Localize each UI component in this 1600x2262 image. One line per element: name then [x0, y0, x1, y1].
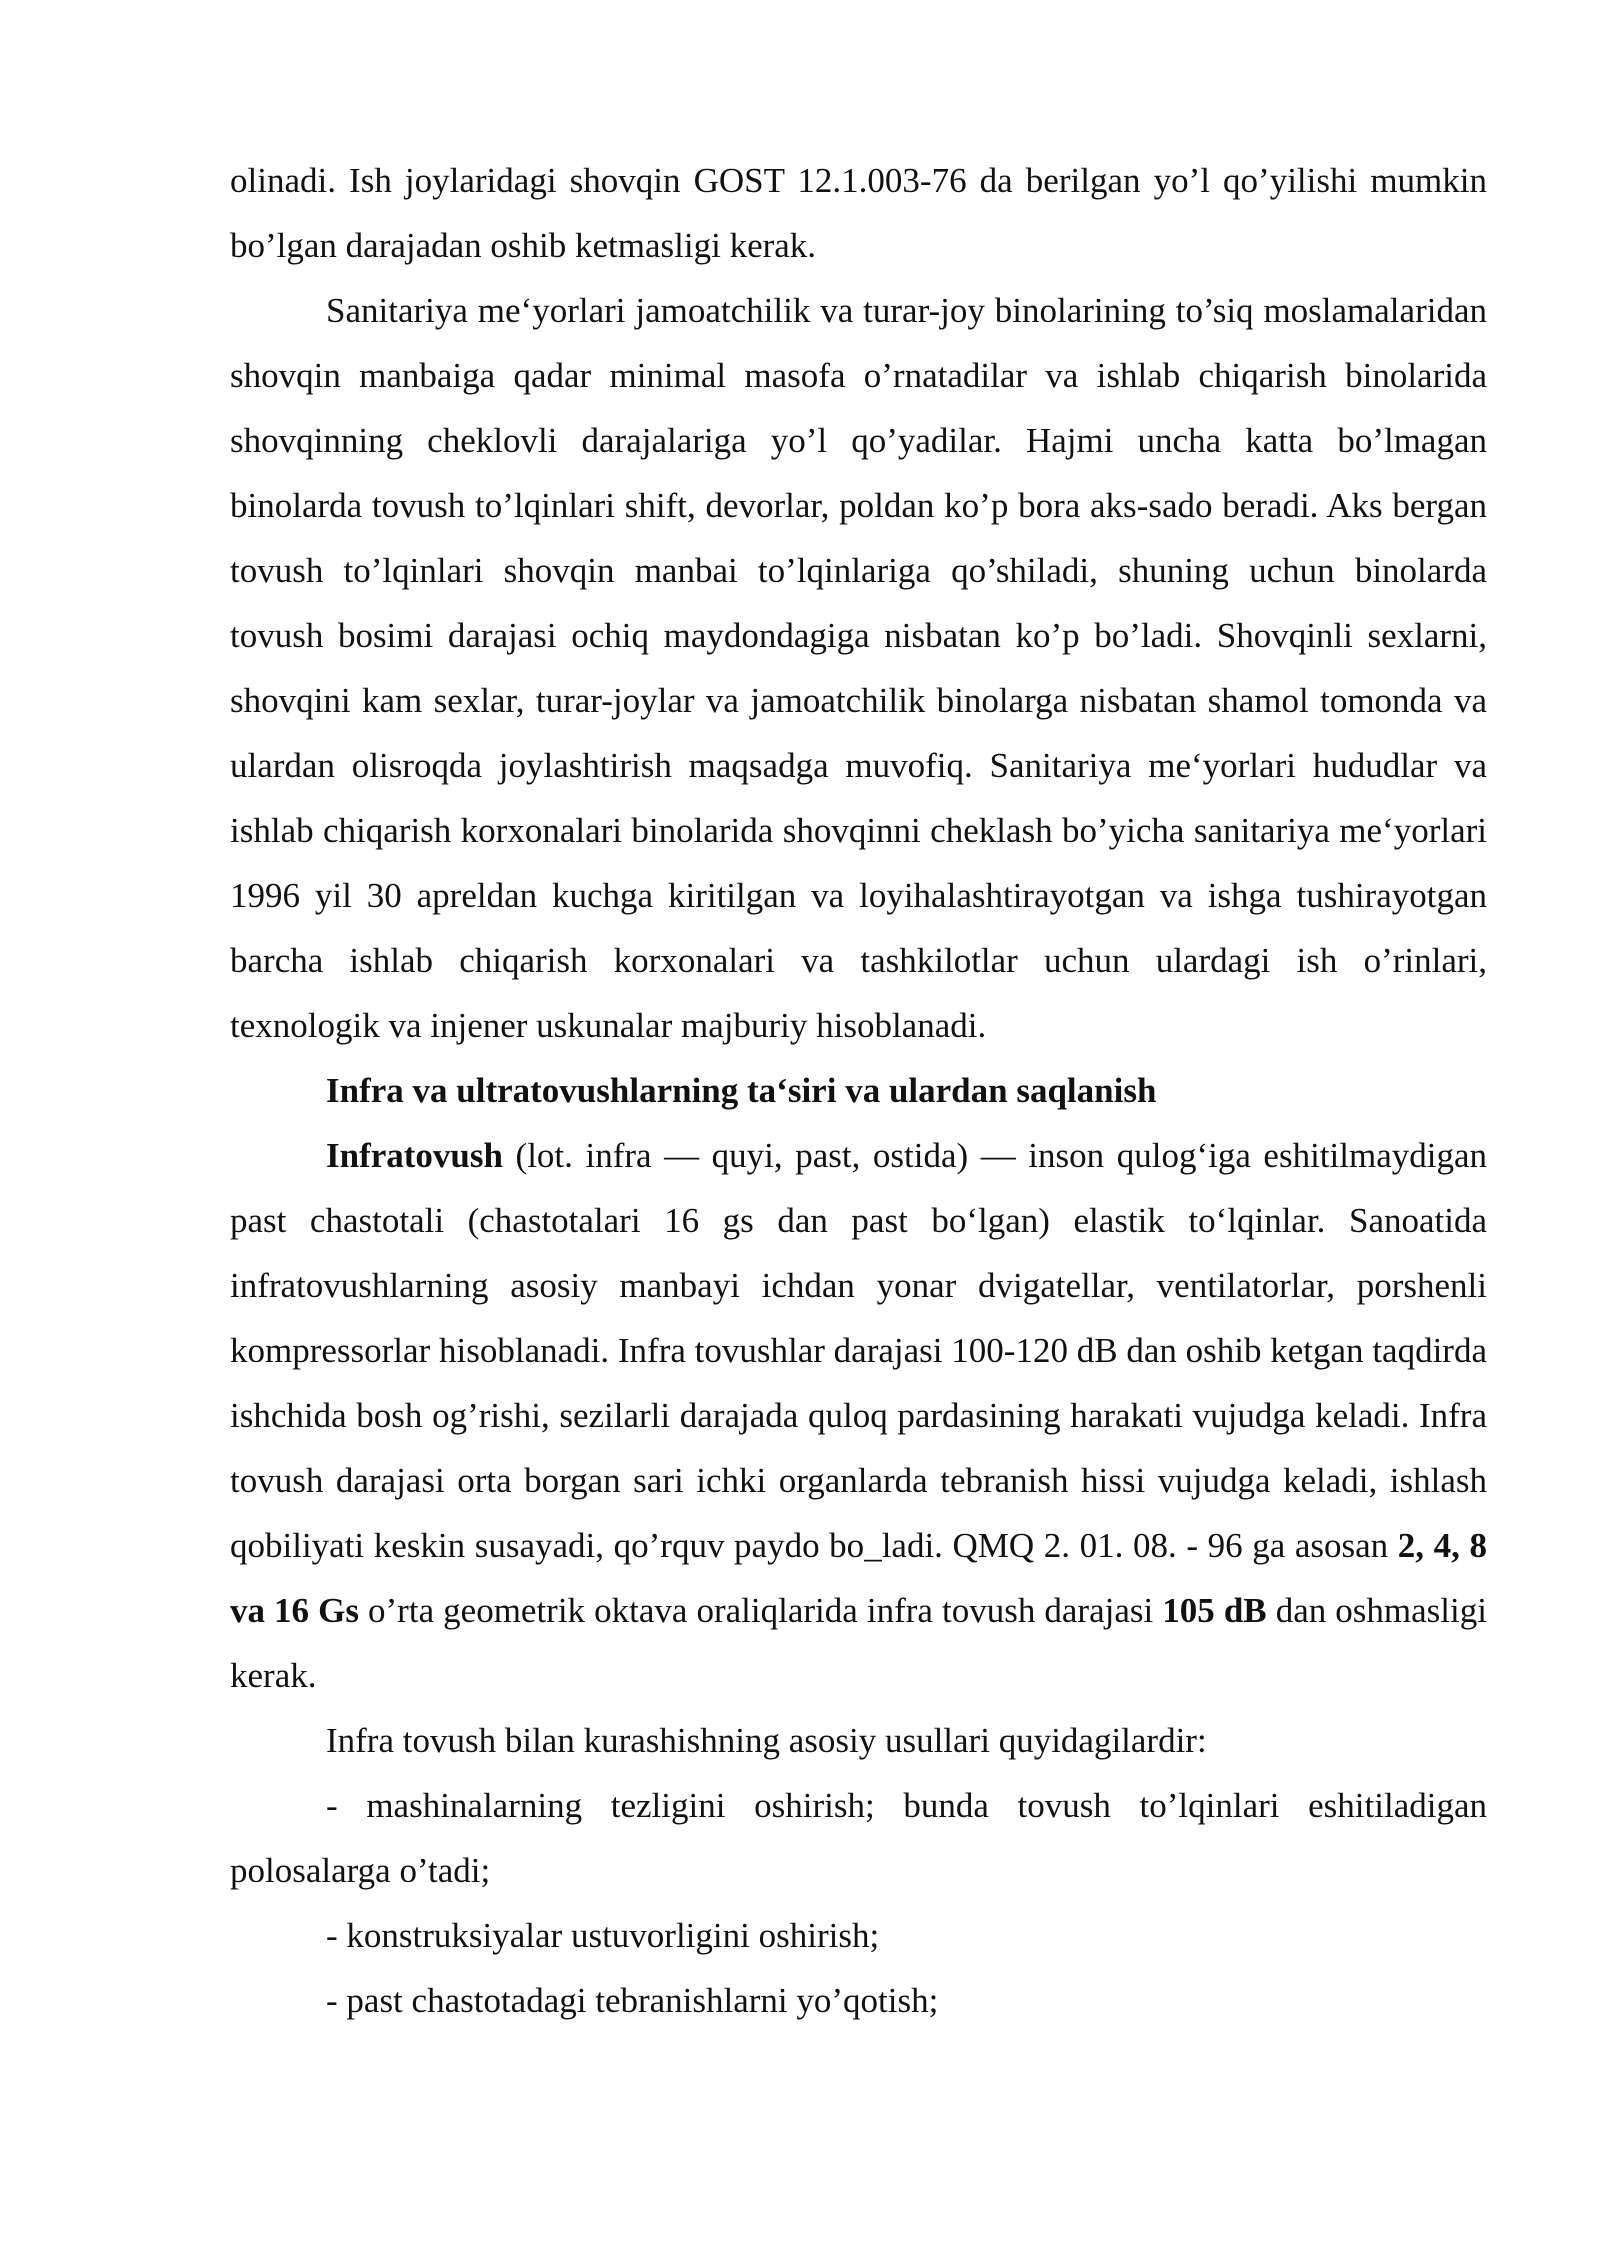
- paragraph-1: olinadi. Ish joylaridagi shovqin GOST 12.1.003-76 da berilgan yo’l qo’yilishi mumkin bo’lgan darajadan oshib ketmasligi kerak.: [230, 161, 1487, 265]
- paragraph-3-text-a: (lot. infra — quyi, past, ostida) — inson qulog‘iga eshitilmaydigan past chastotali (chastotalari 16 gs dan past bo‘lgan) elastik to‘lqinlar. Sanoatida infratovushlarning asosiy manbayi ichdan yonar dvigatellar, ventilatorlar, porshenli kompressorlar hisoblanadi. Infra tovushlar darajasi 100-120 dB dan oshib ketgan taqdirda ishchida bosh og’rishi, sezilarli darajada quloq pardasining harakati vujudga keladi. Infra tovush darajasi orta borgan sari ichki organlarda tebranish hissi vujudga keladi, ishlash qobiliyati keskin susayadi, qo’rquv paydo bo: [230, 1136, 1487, 1565]
- paragraph-2: Sanitariya me‘yorlari jamoatchilik va turar-joy binolarining to’siq moslamalaridan shovqin manbaiga qadar minimal masofa o’rnatadilar va ishlab chiqarish binolarida shovqinning cheklovli darajalariga yo’l qo’yadilar. Hajmi uncha katta bo’lmagan binolarda tovush to’lqinlari shift, devorlar, poldan ko’p bora aks-sado beradi. Aks bergan tovush to’lqinlari shovqin manbai to’lqinlariga qo’shiladi, shuning uchun binolarda tovush bosimi darajasi ochiq maydondagiga nisbatan ko’p bo’ladi. Shovqinli sexlarni, shovqini kam sexlar, turar-joylar va jamoatchilik binolarga nisbatan shamol tomonda va ulardan olisroqda joylashtirish maqsadga muvofiq. Sanitariya me‘yorlari hududlar va ishlab chiqarish korxonalari binolarida shovqinni cheklash bo’yicha sanitariya me‘yorlari 1996 yil 30 apreldan kuchga kiritilgan va loyihalashtirayotgan va ishga tushirayotgan barcha ishlab chiqarish korxonalari va tashkilotlar uchun ulardagi ish o’rinlari, texnologik va injener uskunalar majburiy hisoblanadi.: [230, 291, 1487, 1045]
- bold-frequencies: 2, 4, 8 va 16 Gs: [230, 1526, 1488, 1630]
- document-page: [230, 148, 1487, 2033]
- list-item: - konstruksiyalar ustuvorligini oshirish;: [326, 1916, 880, 1955]
- paragraph-3-text-b: ladi. QMQ 2. 01. 08. - 96 ga asosan: [881, 1526, 1398, 1565]
- section-heading: Infra va ultratovushlarning ta‘siri va ulardan saqlanish: [326, 1071, 1157, 1110]
- term-infratovush: Infratovush: [326, 1136, 503, 1175]
- paragraph-3-underscore: _: [864, 1526, 882, 1565]
- paragraph-3-text-c: o’rta geometrik oktava oraliqlarida infra tovush darajasi: [358, 1591, 1163, 1630]
- paragraph-3: [230, 1123, 1487, 1708]
- list-item: - mashinalarning tezligini oshirish; bunda tovush to’lqinlari eshitiladigan polosalarga o’tadi;: [230, 1786, 1487, 1890]
- paragraph-3-text-d: dan oshmasligi kerak.: [230, 1591, 1487, 1695]
- list-item: - past chastotadagi tebranishlarni yo’qotish;: [326, 1981, 939, 2020]
- paragraph-4: Infra tovush bilan kurashishning asosiy usullari quyidagilardir:: [326, 1721, 1207, 1760]
- bold-level: 105 dB: [1162, 1591, 1267, 1630]
